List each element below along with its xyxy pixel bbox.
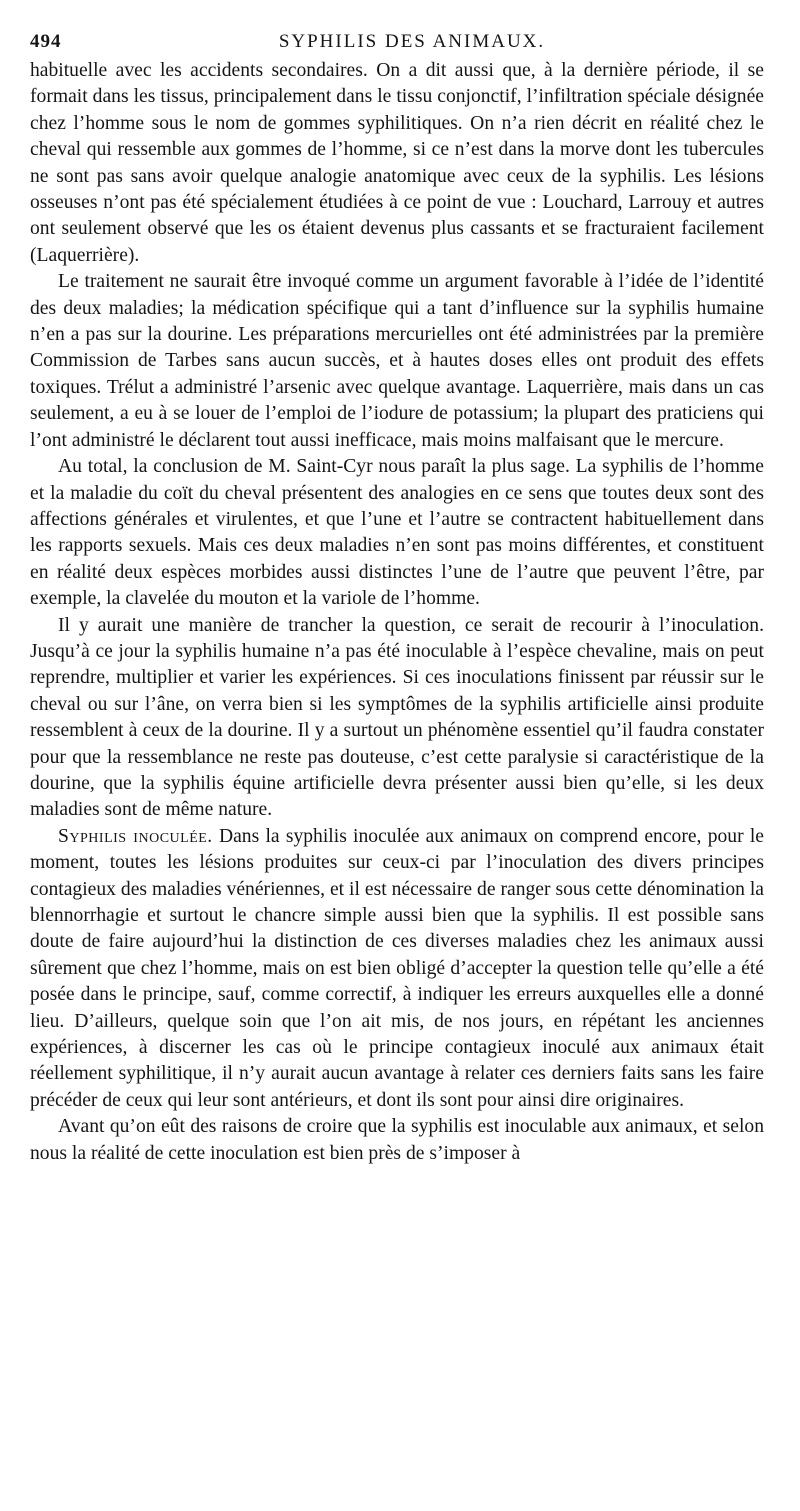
page-number: 494 <box>30 31 62 52</box>
body-text <box>30 58 764 1167</box>
paragraph-3-text: Au total, la conclusion de M. Saint-Cyr nous paraît la plus sage. La syphilis de l’homme et la maladie du coït du cheval présentent des analogies en ce sens que toutes deux sont des affections générales et virulentes, et que l’une et l’autre se contractent habituellement dans les rapports sexuels. Mais ces deux maladies n’en sont pas moins différentes, et constituent en réalité deux espèces morbides aussi distinctes l’une de l’autre que peuvent l’être, par exemple, la clavelée du mouton et la variole de l’homme. <box>30 456 764 610</box>
running-title: SYPHILIS DES ANIMAUX. <box>278 31 546 52</box>
paragraph-1 <box>30 58 764 269</box>
paragraph-5-text: Dans la syphilis inoculée aux animaux on comprend encore, pour le moment, toutes les lésions produites sur ceux-ci par l’inoculation des divers principes contagieux des maladies vénériennes, et il est nécessaire de ranger sous cette dénomination la blennorrhagie et surtout le chancre simple aussi bien que la syphilis. Il est possible sans doute de faire aujourd’hui la distinction de ces diverses maladies chez les animaux aussi sûrement que chez l’homme, mais on est bien obligé d’accepter la question telle qu’elle a été posée dans le principe, sauf, comme correctif, à indiquer les erreurs auxquelles elle a donné lieu. D’ailleurs, quelque soin que l’on ait mis, de nos jours, en répétant les anciennes expériences, à discerner les cas où le principe contagieux inoculé aux animaux était réellement syphilitique, il n’y aurait aucun avantage à relater ces derniers faits sans les faire précéder de ceux qui leur sont antérieurs, et dont ils sont pour ainsi dire originaires. <box>30 825 764 1111</box>
running-head <box>30 26 764 58</box>
book-page <box>30 26 764 1167</box>
paragraph-6 <box>30 1114 764 1167</box>
paragraph-5 <box>30 824 764 1114</box>
paragraph-4-text: Il y aurait une manière de trancher la question, ce serait de recourir à l’inoculation. Jusqu’à ce jour la syphilis humaine n’a pas été inoculable à l’espèce chevaline, mais on peut reprendre, multiplier et varier les expériences. Si ces inoculations finissent par réussir sur le cheval ou sur l’âne, on verra bien si les symptômes de la syphilis artificielle ainsi produite ressemblent à ceux de la dourine. Il y a surtout un phénomène essentiel qu’il faudra constater pour que la ressemblance ne reste pas douteuse, c’est cette paralysie si caractéristique de la dourine, que la syphilis équine artificielle devra présenter aussi bien qu’elle, si les deux maladies sont de même nature. <box>30 614 764 821</box>
paragraph-4 <box>30 613 764 824</box>
paragraph-2 <box>30 269 764 454</box>
paragraph-3 <box>30 454 764 612</box>
paragraph-2-text: Le traitement ne saurait être invoqué comme un argument favorable à l’idée de l’identité des deux maladies; la médication spécifique qui a tant d’influence sur la syphilis humaine n’en a pas sur la dourine. Les préparations mercurielles ont été administrées par la première Commission de Tarbes sans aucun succès, et à hautes doses elles ont produit des effets toxiques. Trélut a administré l’arsenic avec quelque avantage. Laquerrière, mais dans un cas seulement, a eu à se louer de l’emploi de l’iodure de potassium; la plupart des praticiens qui l’ont administré le déclarent tout aussi inefficace, mais moins malfaisant que le mercure. <box>30 271 764 451</box>
section-heading-syphilis-inoculee: Syphilis inoculée. <box>58 825 213 847</box>
paragraph-1-text: habituelle avec les accidents secondaires. On a dit aussi que, à la dernière période, il se formait dans les tissus, principalement dans le tissu conjonctif, l’infiltration spéciale désignée chez l’homme sous le nom de gommes syphilitiques. On n’a rien décrit en réalité chez le cheval qui ressemble aux gommes de l’homme, si ce n’est dans la morve dont les tubercules ne sont pas sans avoir quelque analogie anatomique avec ceux de la syphilis. Les lésions osseuses n’ont pas été spécialement étudiées à ce point de vue : Louchard, Larrouy et autres ont seulement observé que les os étaient devenus plus cassants et se fracturaient facilement (Laquerrière). <box>30 60 764 266</box>
paragraph-6-text: Avant qu’on eût des raisons de croire que la syphilis est inoculable aux animaux, et selon nous la réalité de cette inoculation est bien près de s’imposer à <box>30 1116 764 1164</box>
